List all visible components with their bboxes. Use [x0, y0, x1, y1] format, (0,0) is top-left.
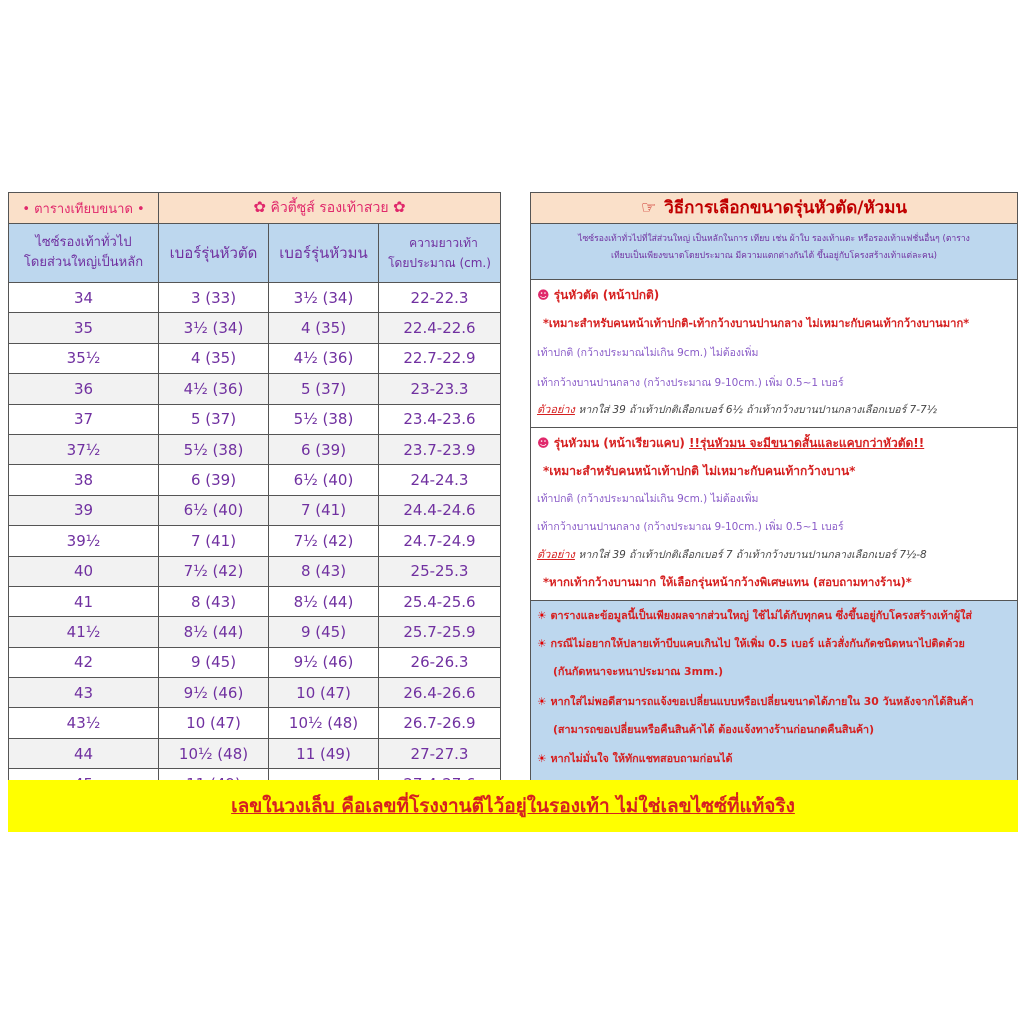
table-row — [9, 526, 501, 556]
round-toe-warning: !!รุ่นหัวมน จะมีขนาดสั้นและแคบกว่าหัวตัด!! — [689, 436, 925, 450]
round-toe-example — [537, 545, 1013, 563]
cell-foot-length: 23-23.3 — [379, 374, 501, 404]
cell-foot-length: 26.4-26.6 — [379, 678, 501, 708]
round-toe-medium-wide: เท้ากว้างบานปานกลาง (กว้างประมาณ 9-10cm.) เพิ่ม 0.5~1 เบอร์ — [537, 521, 844, 533]
cell-square-toe: 9 (45) — [159, 647, 269, 677]
column-header-row — [9, 224, 501, 283]
table-row — [9, 556, 501, 586]
cell-foot-length: 25.4-25.6 — [379, 586, 501, 616]
bottom-banner: เลขในวงเล็บ คือเลขที่โรงงานตีไว้อยู่ในรองเท้า ไม่ใช่เลขไซซ์ที่แท้จริง — [8, 780, 1018, 832]
cell-general-size: 35½ — [9, 343, 159, 373]
cell-general-size: 41½ — [9, 617, 159, 647]
cell-round-toe: 5 (37) — [269, 374, 379, 404]
column-header-foot-length-line1: ความยาวเท้า — [409, 236, 478, 250]
table-row — [9, 678, 501, 708]
note-2b: (กันกัดหนาจะหนาประมาณ 3mm.) — [553, 665, 724, 678]
cell-square-toe: 6 (39) — [159, 465, 269, 495]
note-1 — [537, 607, 1013, 624]
round-toe-heading — [537, 434, 1013, 453]
cell-square-toe: 6½ (40) — [159, 495, 269, 525]
table-row — [9, 313, 501, 343]
note-3-text: หากใส่ไม่พอดีสามารถแจ้งขอเปลี่ยนแบบหรือเปลี่ยนขนาดได้ภายใน 30 วันหลังจากได้สินค้า — [550, 695, 974, 708]
cell-general-size: 37 — [9, 404, 159, 434]
round-toe-very-wide: *หากเท้ากว้างบานมาก ให้เลือกรุ่นหน้ากว้างพิเศษแทน (สอบถามทางร้าน)* — [543, 575, 912, 589]
cell-general-size: 40 — [9, 556, 159, 586]
example-text: หากใส่ 39 ถ้าเท้าปกติเลือกเบอร์ 7 ถ้าเท้ากว้างบานปานกลางเลือกเบอร์ 7½-8 — [578, 549, 927, 561]
column-header-general-size — [9, 224, 159, 283]
table-row — [9, 465, 501, 495]
note-1-text: ตารางและข้อมูลนี้เป็นเพียงผลจากส่วนใหญ่ ใช้ไม่ได้กับทุกคน ซึ่งขึ้นอยู่กับโครงสร้างเท้าผู้ใส่ — [550, 609, 973, 622]
cell-square-toe: 7 (41) — [159, 526, 269, 556]
cell-foot-length: 26-26.3 — [379, 647, 501, 677]
sun-icon: ☀ — [537, 637, 547, 650]
cell-foot-length: 25-25.3 — [379, 556, 501, 586]
cell-round-toe: 4 (35) — [269, 313, 379, 343]
square-toe-suitable: *เหมาะสำหรับคนหน้าเท้าปกติ-เท้ากว้างบานปานกลาง ไม่เหมาะกับคนเท้ากว้างบานมาก* — [543, 317, 970, 330]
square-toe-heading — [537, 286, 1013, 305]
column-header-foot-length — [379, 224, 501, 283]
cell-round-toe: 6½ (40) — [269, 465, 379, 495]
cell-square-toe: 10 (47) — [159, 708, 269, 738]
table-row — [9, 404, 501, 434]
note-4-text: หากไม่มั่นใจ ให้ทักแชทสอบถามก่อนได้ — [550, 752, 733, 765]
table-title-row — [9, 193, 501, 224]
table-title-right — [159, 193, 501, 224]
guide-title-text: วิธีการเลือกขนาดรุ่นหัวตัด/หัวมน — [664, 198, 908, 218]
cell-round-toe: 9 (45) — [269, 617, 379, 647]
smile-icon: ☻ — [537, 436, 550, 450]
cell-general-size: 38 — [9, 465, 159, 495]
cell-general-size: 43½ — [9, 708, 159, 738]
round-toe-normal: เท้าปกติ (กว้างประมาณไม่เกิน 9cm.) ไม่ต้องเพิ่ม — [537, 493, 759, 505]
cell-square-toe: 9½ (46) — [159, 678, 269, 708]
square-toe-example — [537, 400, 1013, 418]
guide-intro-line2: เทียบเป็นเพียงขนาดโดยประมาณ มีความแตกต่างกันได้ ขึ้นอยู่กับโครงสร้างเท้าแต่ละคน) — [611, 251, 937, 261]
cell-round-toe: 6 (39) — [269, 434, 379, 464]
cell-general-size: 39½ — [9, 526, 159, 556]
cell-round-toe: 10 (47) — [269, 678, 379, 708]
square-toe-heading-text: รุ่นหัวตัด (หน้าปกติ) — [553, 288, 660, 302]
table-body — [9, 283, 501, 800]
guide-title — [531, 193, 1017, 224]
example-text: หากใส่ 39 ถ้าเท้าปกติเลือกเบอร์ 6½ ถ้าเท้ากว้างบานปานกลางเลือกเบอร์ 7-7½ — [578, 404, 937, 416]
cell-square-toe: 3 (33) — [159, 283, 269, 313]
round-toe-suitable: *เหมาะสำหรับคนหน้าเท้าปกติ ไม่เหมาะกับคนเท้ากว้างบาน* — [543, 464, 856, 478]
cell-round-toe: 7½ (42) — [269, 526, 379, 556]
example-label: ตัวอย่าง — [537, 548, 575, 561]
square-toe-medium-wide: เท้ากว้างบานปานกลาง (กว้างประมาณ 9-10cm.) เพิ่ม 0.5~1 เบอร์ — [537, 377, 844, 389]
guide-intro-line1: ไซซ์รองเท้าทั่วไปที่ใส่ส่วนใหญ่ เป็นหลักในการ เทียบ เช่น ผ้าใบ รองเท้าแตะ หรือรองเท้าแฟชั่นอื่นๆ (ตาราง — [578, 234, 970, 244]
size-comparison-table — [8, 192, 501, 800]
cell-foot-length: 25.7-25.9 — [379, 617, 501, 647]
smile-icon: ☻ — [537, 288, 550, 302]
cell-foot-length: 27-27.3 — [379, 738, 501, 768]
cell-square-toe: 10½ (48) — [159, 738, 269, 768]
sun-icon: ☀ — [537, 752, 547, 765]
notes-section — [531, 601, 1017, 780]
column-header-general-size-line2: โดยส่วนใหญ่เป็นหลัก — [23, 255, 144, 270]
table-row — [9, 374, 501, 404]
guide-intro — [531, 224, 1017, 280]
square-toe-normal: เท้าปกติ (กว้างประมาณไม่เกิน 9cm.) ไม่ต้องเพิ่ม — [537, 347, 759, 359]
table-row — [9, 617, 501, 647]
cell-round-toe: 11 (49) — [269, 738, 379, 768]
cell-foot-length: 24-24.3 — [379, 465, 501, 495]
column-header-foot-length-line2: โดยประมาณ (cm.) — [388, 256, 491, 270]
column-header-square-toe: เบอร์รุ่นหัวตัด — [159, 224, 269, 283]
cell-round-toe: 5½ (38) — [269, 404, 379, 434]
note-3 — [537, 693, 1013, 710]
cell-square-toe: 8½ (44) — [159, 617, 269, 647]
cell-square-toe: 5 (37) — [159, 404, 269, 434]
cell-square-toe: 7½ (42) — [159, 556, 269, 586]
note-2-text: กรณีไม่อยากให้ปลายเท้าบีบแคบเกินไป ให้เพิ่ม 0.5 เบอร์ แล้วสั่งกันกัดชนิดหนาไปติดด้วย — [550, 637, 965, 650]
cell-square-toe: 8 (43) — [159, 586, 269, 616]
cell-square-toe: 3½ (34) — [159, 313, 269, 343]
cell-round-toe: 9½ (46) — [269, 647, 379, 677]
table-row — [9, 586, 501, 616]
cell-general-size: 34 — [9, 283, 159, 313]
size-guide-panel — [530, 192, 1018, 780]
column-header-general-size-line1: ไซซ์รองเท้าทั่วไป — [35, 235, 132, 250]
cell-foot-length: 24.7-24.9 — [379, 526, 501, 556]
table-row — [9, 283, 501, 313]
cell-foot-length: 24.4-24.6 — [379, 495, 501, 525]
column-header-round-toe: เบอร์รุ่นหัวมน — [269, 224, 379, 283]
shop-name: คิวตี้ซูส์ รองเท้าสวย — [270, 200, 389, 216]
cell-general-size: 44 — [9, 738, 159, 768]
round-toe-section — [531, 428, 1017, 601]
table-row — [9, 495, 501, 525]
cell-general-size: 36 — [9, 374, 159, 404]
sun-icon: ☀ — [537, 609, 547, 622]
table-title-left: • ตารางเทียบขนาด • — [9, 193, 159, 224]
cell-foot-length: 22.7-22.9 — [379, 343, 501, 373]
round-toe-heading-text: รุ่นหัวมน (หน้าเรียวแคบ) — [553, 436, 685, 450]
cell-general-size: 43 — [9, 678, 159, 708]
cell-round-toe: 7 (41) — [269, 495, 379, 525]
table-row — [9, 434, 501, 464]
cell-round-toe: 10½ (48) — [269, 708, 379, 738]
cell-foot-length: 26.7-26.9 — [379, 708, 501, 738]
table-row — [9, 708, 501, 738]
cell-round-toe: 8 (43) — [269, 556, 379, 586]
flower-icon: ✿ — [392, 198, 406, 216]
cell-foot-length: 22.4-22.6 — [379, 313, 501, 343]
example-label: ตัวอย่าง — [537, 403, 575, 416]
table-row — [9, 343, 501, 373]
note-2 — [537, 635, 1013, 652]
sun-icon: ☀ — [537, 695, 547, 708]
cell-foot-length: 22-22.3 — [379, 283, 501, 313]
square-toe-section — [531, 280, 1017, 428]
cell-general-size: 35 — [9, 313, 159, 343]
cell-round-toe: 4½ (36) — [269, 343, 379, 373]
flower-icon: ✿ — [253, 198, 266, 216]
cell-general-size: 41 — [9, 586, 159, 616]
table-row — [9, 647, 501, 677]
cell-round-toe: 8½ (44) — [269, 586, 379, 616]
note-3b: (สามารถขอเปลี่ยนหรือคืนสินค้าได้ ต้องแจ้งทางร้านก่อนกดคืนสินค้า) — [553, 723, 875, 736]
cell-square-toe: 4½ (36) — [159, 374, 269, 404]
cell-round-toe: 3½ (34) — [269, 283, 379, 313]
table-row — [9, 738, 501, 768]
cell-foot-length: 23.4-23.6 — [379, 404, 501, 434]
cell-square-toe: 5½ (38) — [159, 434, 269, 464]
cell-square-toe: 4 (35) — [159, 343, 269, 373]
note-4 — [537, 750, 1013, 767]
pointing-hand-icon: ☞ — [640, 198, 657, 218]
cell-general-size: 37½ — [9, 434, 159, 464]
cell-foot-length: 23.7-23.9 — [379, 434, 501, 464]
cell-general-size: 42 — [9, 647, 159, 677]
cell-general-size: 39 — [9, 495, 159, 525]
